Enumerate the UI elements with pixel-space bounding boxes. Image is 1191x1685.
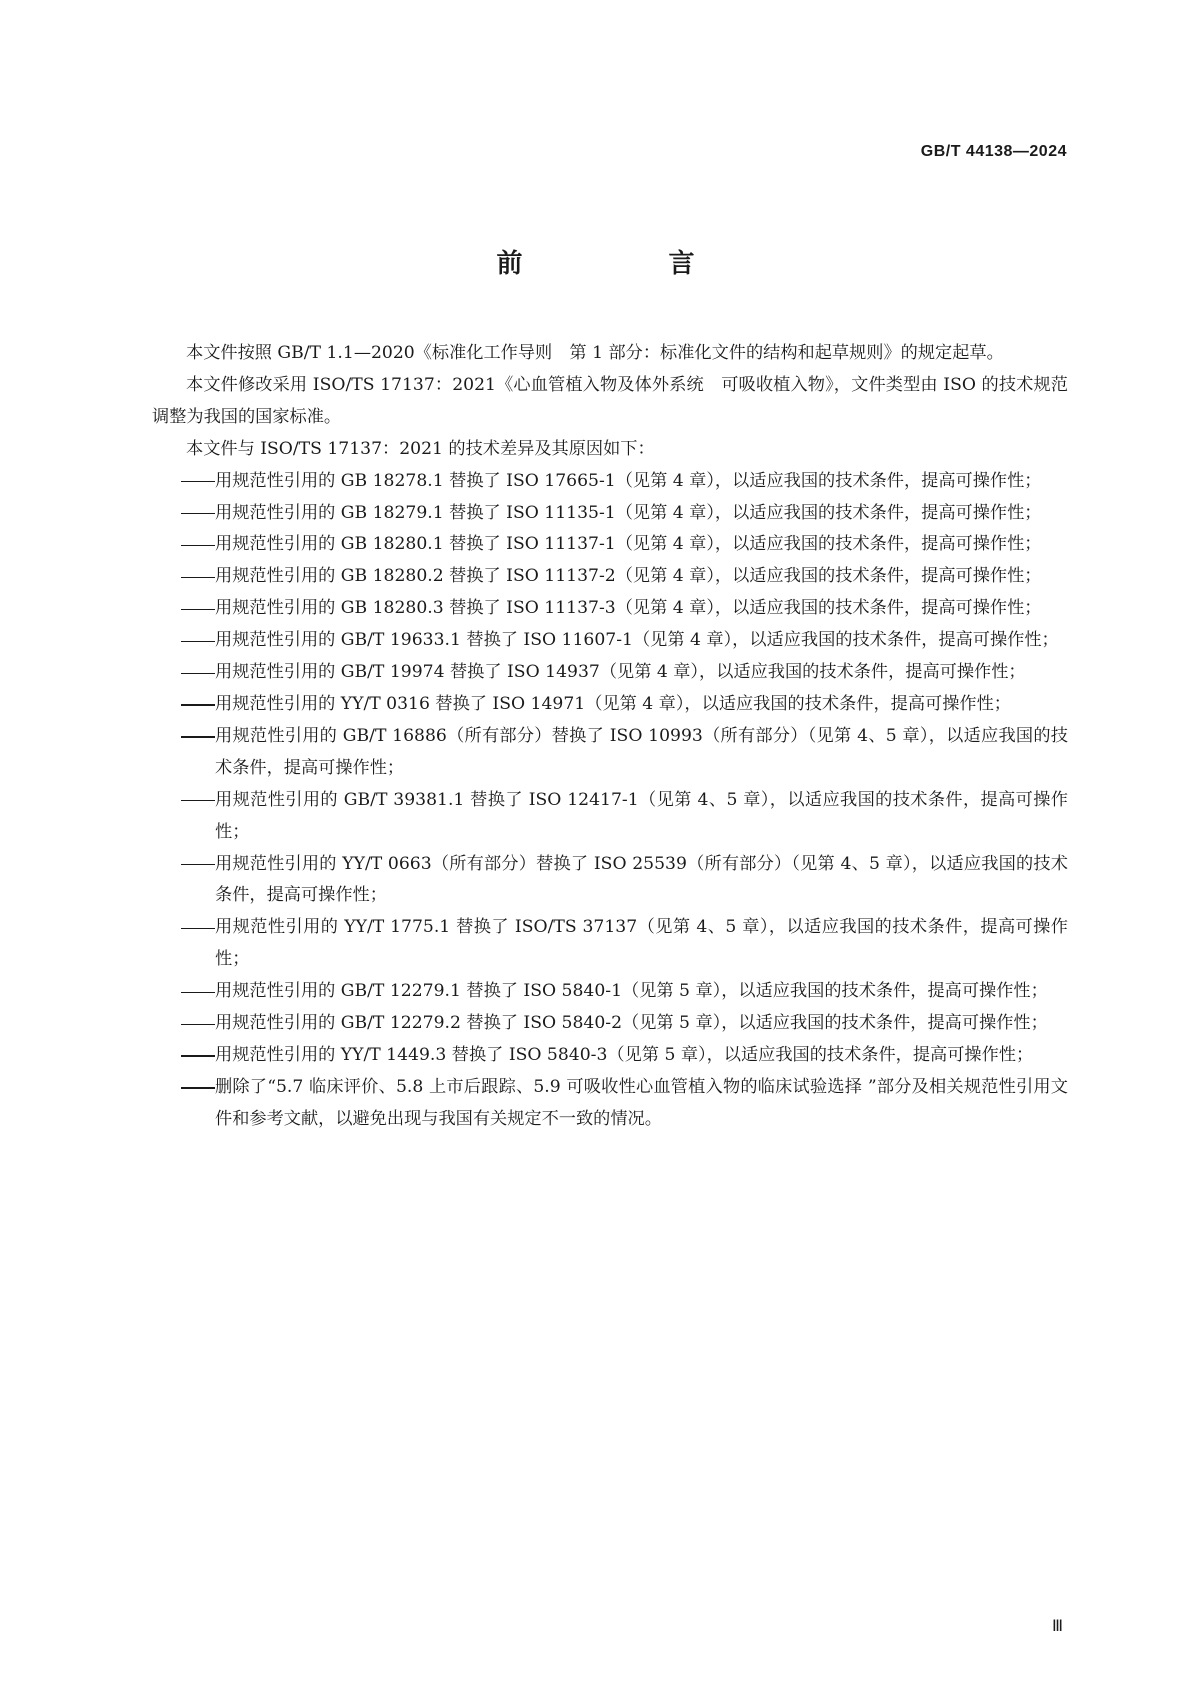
list-item [152, 561, 1068, 593]
list-item [152, 912, 1068, 976]
page-title: 前 言 [496, 249, 755, 279]
list-item [152, 1008, 1068, 1040]
dash-bullet [181, 609, 215, 610]
list-item [152, 1072, 1068, 1136]
list-item-text: 用规范性引用的 GB 18280.2 替换了 ISO 11137-2（见第 4 章），以适应我国的技术条件，提高可操作性； [215, 566, 1042, 587]
list-item-text: 用规范性引用的 GB/T 39381.1 替换了 ISO 12417-1（见第 4、5 章），以适应我国的技术条件，提高可操作性； [215, 789, 1068, 842]
dash-bullet [181, 704, 215, 705]
list-item [152, 625, 1068, 657]
dash-bullet [181, 545, 215, 546]
page-number: Ⅲ [1051, 1618, 1063, 1635]
preface-body [152, 338, 1068, 1136]
list-item [152, 849, 1068, 913]
list-item-text: 用规范性引用的 GB 18278.1 替换了 ISO 17665-1（见第 4 章），以适应我国的技术条件，提高可操作性； [215, 470, 1042, 491]
differences-list [152, 466, 1068, 1136]
list-item-text: 用规范性引用的 GB 18280.1 替换了 ISO 11137-1（见第 4 章），以适应我国的技术条件，提高可操作性； [215, 534, 1042, 555]
list-item-text: 用规范性引用的 GB 18280.3 替换了 ISO 11137-3（见第 4 章），以适应我国的技术条件，提高可操作性； [215, 598, 1042, 619]
list-item [152, 593, 1068, 625]
list-item-text: 用规范性引用的 GB 18279.1 替换了 ISO 11135-1（见第 4 章），以适应我国的技术条件，提高可操作性； [215, 502, 1042, 523]
list-item-text: 用规范性引用的 GB/T 12279.2 替换了 ISO 5840-2（见第 5 章），以适应我国的技术条件，提高可操作性； [215, 1013, 1048, 1034]
list-item-text: 用规范性引用的 YY/T 1775.1 替换了 ISO/TS 37137（见第 4、5 章），以适应我国的技术条件，提高可操作性； [215, 917, 1068, 970]
dash-bullet [181, 673, 215, 674]
list-item [152, 657, 1068, 689]
list-item [152, 466, 1068, 498]
list-item-text: 用规范性引用的 YY/T 0316 替换了 ISO 14971（见第 4 章），以适应我国的技术条件，提高可操作性； [215, 693, 1011, 714]
list-item [152, 976, 1068, 1008]
dash-bullet [181, 641, 215, 642]
dash-bullet [181, 992, 215, 993]
list-item-text: 用规范性引用的 GB/T 16886（所有部分）替换了 ISO 10993（所有部分）（见第 4、5 章），以适应我国的技术条件，提高可操作性； [215, 725, 1068, 778]
list-item-text: 用规范性引用的 GB/T 19633.1 替换了 ISO 11607-1（见第 4 章），以适应我国的技术条件，提高可操作性； [215, 630, 1059, 651]
standard-number: GB/T 44138—2024 [920, 143, 1067, 160]
list-item [152, 498, 1068, 530]
list-item [152, 721, 1068, 785]
list-item [152, 1040, 1068, 1072]
dash-bullet [181, 481, 215, 482]
list-item [152, 689, 1068, 721]
list-item-text: 用规范性引用的 GB/T 12279.1 替换了 ISO 5840-1（见第 5 章），以适应我国的技术条件，提高可操作性； [215, 981, 1048, 1002]
dash-bullet [181, 800, 215, 801]
list-item [152, 785, 1068, 849]
dash-bullet [181, 864, 215, 865]
paragraph-differences-intro: 本文件与 ISO/TS 17137：2021 的技术差异及其原因如下： [186, 438, 655, 459]
paragraph-adoption: 本文件修改采用 ISO/TS 17137：2021《心血管植入物及体外系统 可吸收植入物》，文件类型由 ISO 的技术规范调整为我国的国家标准。 [152, 374, 1068, 427]
list-item [152, 529, 1068, 561]
list-item-text: 删除了“5.7 临床评价、5.8 上市后跟踪、5.9 可吸收性心血管植入物的临床试验选择 ”部分及相关规范性引用文件和参考文献，以避免出现与我国有关规定不一致的情况。 [215, 1076, 1068, 1129]
dash-bullet [181, 1087, 215, 1088]
dash-bullet [181, 1024, 215, 1025]
list-item-text: 用规范性引用的 GB/T 19974 替换了 ISO 14937（见第 4 章），以适应我国的技术条件，提高可操作性； [215, 662, 1026, 683]
dash-bullet [181, 577, 215, 578]
list-item-text: 用规范性引用的 YY/T 1449.3 替换了 ISO 5840-3（见第 5 章），以适应我国的技术条件，提高可操作性； [215, 1044, 1034, 1065]
paragraph-drafting-rule: 本文件按照 GB/T 1.1—2020《标准化工作导则 第 1 部分：标准化文件的结构和起草规则》的规定起草。 [186, 343, 1004, 363]
dash-bullet [181, 736, 215, 737]
dash-bullet [181, 513, 215, 514]
dash-bullet [181, 928, 215, 929]
list-item-text: 用规范性引用的 YY/T 0663（所有部分）替换了 ISO 25539（所有部分）（见第 4、5 章），以适应我国的技术条件，提高可操作性； [215, 853, 1068, 906]
dash-bullet [181, 1055, 215, 1056]
